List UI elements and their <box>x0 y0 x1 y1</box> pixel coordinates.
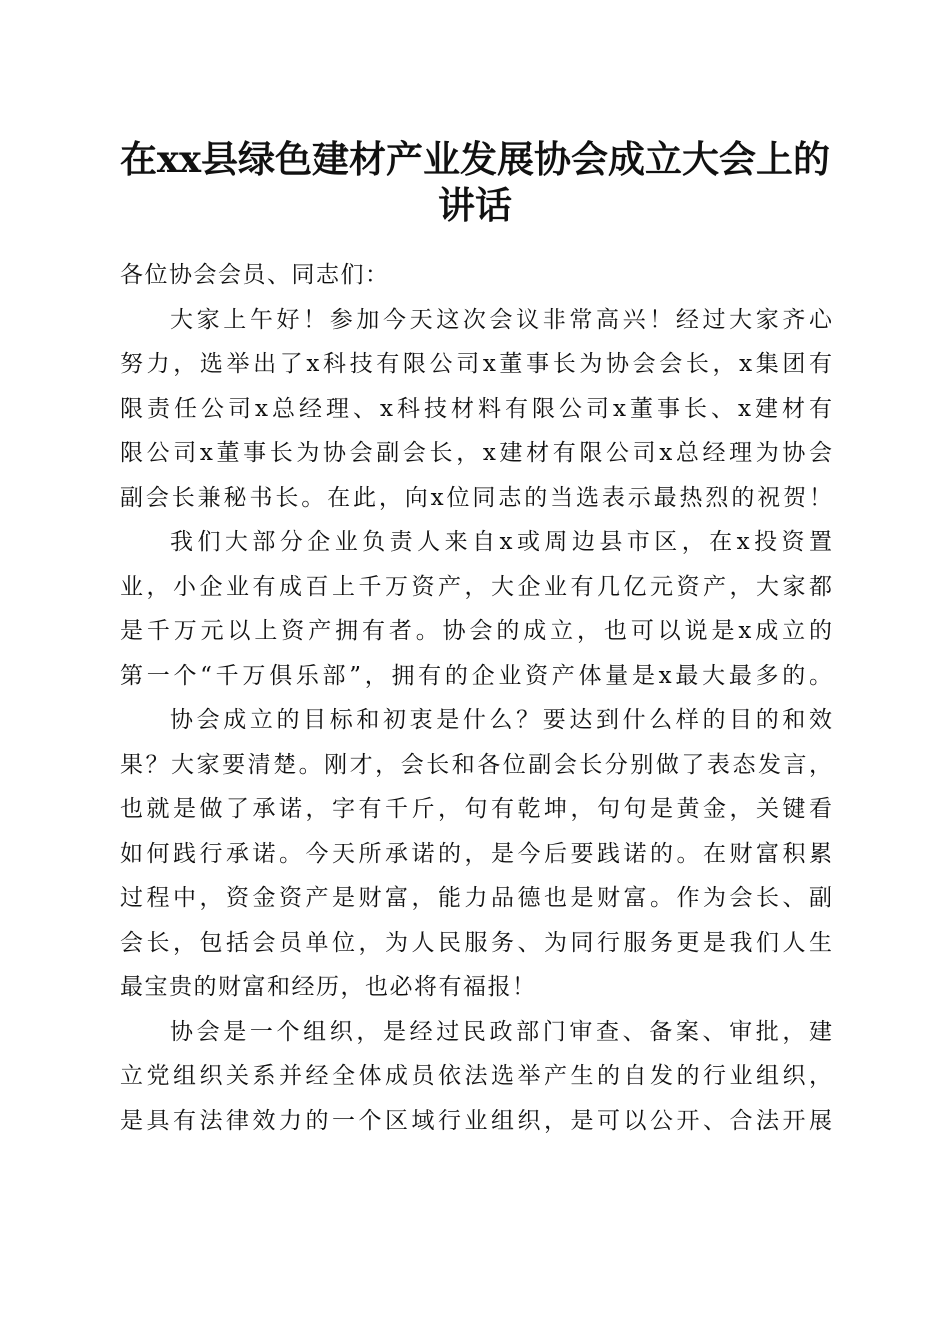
document-title <box>90 136 860 228</box>
text-line: 是千万元以上资产拥有者。协会的成立，也可以说是x成立的 <box>120 618 832 644</box>
text-line: 业，小企业有成百上千万资产，大企业有几亿元资产，大家都 <box>120 573 832 600</box>
title-line-1: 在xx县绿色建材产业发展协会成立大会上的 <box>119 137 831 181</box>
text-line: 限责任公司x总经理、x科技材料有限公司x董事长、x建材有 <box>120 395 832 422</box>
text-line: 努力，选举出了x科技有限公司x董事长为协会会长，x集团有 <box>120 351 832 377</box>
paragraph-3 <box>120 698 832 1010</box>
text-line: 副会长兼秘书长。在此，向x位同志的当选表示最热烈的祝贺！ <box>120 484 832 511</box>
text-line: 会长，包括会员单位，为人民服务、为同行服务更是我们人生 <box>120 929 832 956</box>
text-line: 限公司x董事长为协会副会长，x建材有限公司x总经理为协会 <box>120 440 832 466</box>
text-line: 如何践行承诺。今天所承诺的，是今后要践诺的。在财富积累 <box>120 840 832 867</box>
title-line-2: 讲话 <box>438 183 512 227</box>
text-line: 过程中，资金资产是财富，能力品德也是财富。作为会长、副 <box>120 885 832 911</box>
text-line: 第一个“千万俱乐部”，拥有的企业资产体量是x最大最多的。 <box>120 662 832 689</box>
salutation: 各位协会会员、同志们： <box>120 262 390 288</box>
text-line: 协会是一个组织，是经过民政部门审查、备案、审批，建 <box>170 1018 832 1045</box>
document-body <box>120 253 832 1143</box>
text-line: 我们大部分企业负责人来自x或周边县市区，在x投资置 <box>170 529 832 555</box>
text-line: 最宝贵的财富和经历，也必将有福报！ <box>120 974 537 1000</box>
paragraph-4 <box>120 1010 832 1144</box>
text-line: 果？大家要清楚。刚才，会长和各位副会长分别做了表态发言， <box>120 751 832 778</box>
paragraph-1 <box>120 298 832 521</box>
text-line: 是具有法律效力的一个区域行业组织，是可以公开、合法开展 <box>120 1107 832 1134</box>
text-line: 也就是做了承诺，字有千斤，句有乾坤，句句是黄金，关键看 <box>120 796 832 822</box>
text-line: 大家上午好！参加今天这次会议非常高兴！经过大家齐心 <box>170 306 832 333</box>
text-line: 立党组织关系并经全体成员依法选举产生的自发的行业组织， <box>120 1063 832 1089</box>
text-line: 协会成立的目标和初衷是什么？要达到什么样的目的和效 <box>170 707 832 733</box>
paragraph-2 <box>120 520 832 698</box>
